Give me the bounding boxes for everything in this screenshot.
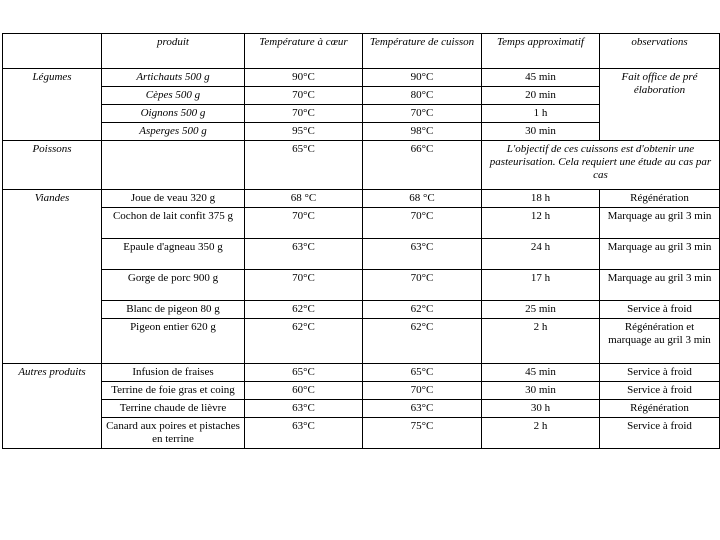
observation-cell: Marquage au gril 3 min bbox=[600, 270, 720, 301]
core-temp-cell: 63°C bbox=[245, 239, 363, 270]
time-cell: 2 h bbox=[482, 418, 600, 449]
table-row bbox=[3, 319, 720, 364]
observation-cell: Service à froid bbox=[600, 301, 720, 319]
core-temp-cell: 70°C bbox=[245, 87, 363, 105]
table-row bbox=[3, 239, 720, 270]
header-product: produit bbox=[102, 34, 245, 69]
cook-temp-cell: 70°C bbox=[363, 270, 482, 301]
category-legumes: Légumes bbox=[3, 69, 102, 141]
core-temp-cell: 95°C bbox=[245, 123, 363, 141]
core-temp-cell: 90°C bbox=[245, 69, 363, 87]
product-cell: Epaule d'agneau 350 g bbox=[102, 239, 245, 270]
cook-temp-cell: 65°C bbox=[363, 364, 482, 382]
observation-cell: Service à froid bbox=[600, 418, 720, 449]
observation-legumes: Fait office de pré élaboration bbox=[600, 69, 720, 141]
product-cell: Terrine chaude de lièvre bbox=[102, 400, 245, 418]
header-time: Temps approximatif bbox=[482, 34, 600, 69]
core-temp-cell: 63°C bbox=[245, 418, 363, 449]
observation-cell: Régénération bbox=[600, 400, 720, 418]
product-cell: Gorge de porc 900 g bbox=[102, 270, 245, 301]
cook-temp-cell: 75°C bbox=[363, 418, 482, 449]
time-cell: 25 min bbox=[482, 301, 600, 319]
time-cell: 30 h bbox=[482, 400, 600, 418]
product-cell: Cochon de lait confit 375 g bbox=[102, 208, 245, 239]
cook-temp-cell: 70°C bbox=[363, 105, 482, 123]
category-autres-produits: Autres produits bbox=[3, 364, 102, 449]
product-cell: Asperges 500 g bbox=[102, 123, 245, 141]
cook-temp-cell: 70°C bbox=[363, 382, 482, 400]
time-cell: 24 h bbox=[482, 239, 600, 270]
observation-cell: Régénération bbox=[600, 190, 720, 208]
product-cell bbox=[102, 141, 245, 190]
cook-temp-cell: 66°C bbox=[363, 141, 482, 190]
core-temp-cell: 63°C bbox=[245, 400, 363, 418]
header-core-temp: Température à cœur bbox=[245, 34, 363, 69]
product-cell: Canard aux poires et pistaches en terrine bbox=[102, 418, 245, 449]
cook-temp-cell: 62°C bbox=[363, 319, 482, 364]
observation-cell: Marquage au gril 3 min bbox=[600, 208, 720, 239]
cooking-table bbox=[2, 33, 720, 449]
cook-temp-cell: 80°C bbox=[363, 87, 482, 105]
cook-temp-cell: 62°C bbox=[363, 301, 482, 319]
category-poissons: Poissons bbox=[3, 141, 102, 190]
core-temp-cell: 65°C bbox=[245, 141, 363, 190]
cook-temp-cell: 63°C bbox=[363, 400, 482, 418]
time-cell: 12 h bbox=[482, 208, 600, 239]
time-cell: 30 min bbox=[482, 123, 600, 141]
cook-temp-cell: 68 °C bbox=[363, 190, 482, 208]
time-cell: 2 h bbox=[482, 319, 600, 364]
cook-temp-cell: 63°C bbox=[363, 239, 482, 270]
header-observations: observations bbox=[600, 34, 720, 69]
cook-temp-cell: 90°C bbox=[363, 69, 482, 87]
poissons-note: L'objectif de ces cuissons est d'obtenir une pasteurisation. Cela requiert une étude au cas par cas bbox=[482, 141, 720, 190]
table-row bbox=[3, 69, 720, 87]
core-temp-cell: 70°C bbox=[245, 105, 363, 123]
table-row bbox=[3, 418, 720, 449]
time-cell: 1 h bbox=[482, 105, 600, 123]
table-row bbox=[3, 382, 720, 400]
table-row bbox=[3, 400, 720, 418]
product-cell: Cèpes 500 g bbox=[102, 87, 245, 105]
cook-temp-cell: 70°C bbox=[363, 208, 482, 239]
product-cell: Pigeon entier 620 g bbox=[102, 319, 245, 364]
core-temp-cell: 70°C bbox=[245, 208, 363, 239]
product-cell: Infusion de fraises bbox=[102, 364, 245, 382]
product-cell: Oignons 500 g bbox=[102, 105, 245, 123]
time-cell: 18 h bbox=[482, 190, 600, 208]
observation-cell: Service à froid bbox=[600, 382, 720, 400]
header-cook-temp: Température de cuisson bbox=[363, 34, 482, 69]
core-temp-cell: 68 °C bbox=[245, 190, 363, 208]
time-cell: 17 h bbox=[482, 270, 600, 301]
core-temp-cell: 62°C bbox=[245, 319, 363, 364]
table-row bbox=[3, 270, 720, 301]
core-temp-cell: 62°C bbox=[245, 301, 363, 319]
observation-cell: Régénération et marquage au gril 3 min bbox=[600, 319, 720, 364]
core-temp-cell: 65°C bbox=[245, 364, 363, 382]
header-category bbox=[3, 34, 102, 69]
observation-cell: Service à froid bbox=[600, 364, 720, 382]
header-row bbox=[3, 34, 720, 69]
observation-cell: Marquage au gril 3 min bbox=[600, 239, 720, 270]
product-cell: Terrine de foie gras et coing bbox=[102, 382, 245, 400]
product-cell: Blanc de pigeon 80 g bbox=[102, 301, 245, 319]
cooking-table-container bbox=[2, 33, 720, 449]
category-viandes: Viandes bbox=[3, 190, 102, 364]
table-row bbox=[3, 190, 720, 208]
table-row bbox=[3, 364, 720, 382]
time-cell: 45 min bbox=[482, 364, 600, 382]
product-cell: Artichauts 500 g bbox=[102, 69, 245, 87]
product-cell: Joue de veau 320 g bbox=[102, 190, 245, 208]
time-cell: 20 min bbox=[482, 87, 600, 105]
table-row bbox=[3, 141, 720, 190]
core-temp-cell: 60°C bbox=[245, 382, 363, 400]
table-row bbox=[3, 301, 720, 319]
time-cell: 30 min bbox=[482, 382, 600, 400]
cook-temp-cell: 98°C bbox=[363, 123, 482, 141]
table-row bbox=[3, 208, 720, 239]
time-cell: 45 min bbox=[482, 69, 600, 87]
core-temp-cell: 70°C bbox=[245, 270, 363, 301]
